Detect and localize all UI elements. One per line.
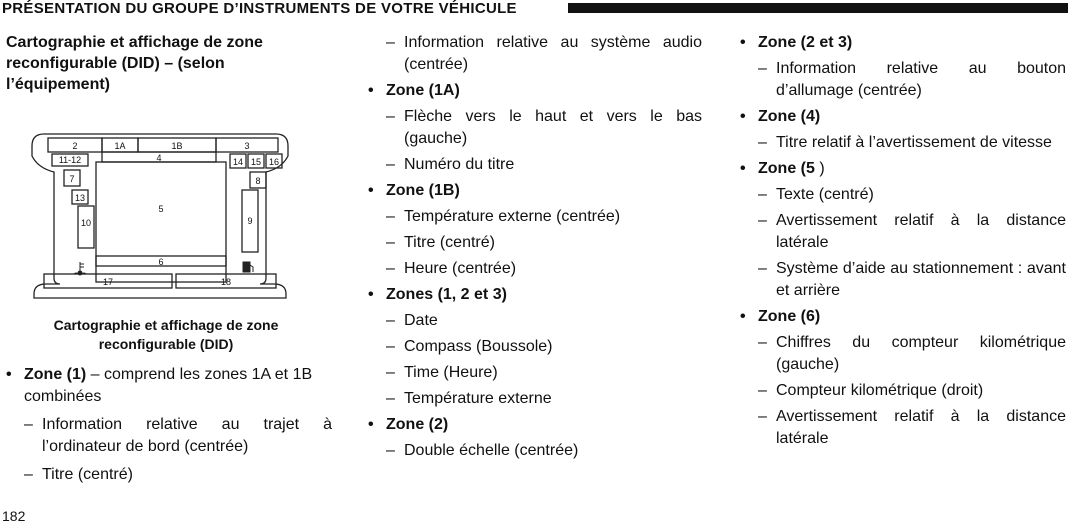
zone-label: 7 (69, 174, 75, 184)
zone-label: 2 (72, 141, 78, 151)
list-subitem: – Information relative au trajet à l’ordinateur de bord (centrée) (24, 416, 332, 455)
column-3 (740, 32, 1066, 454)
zone-label: 4 (156, 153, 162, 163)
zone-label: 16 (268, 157, 280, 167)
list-subitem: – Chiffres du compteur kilométrique (gauche) (758, 334, 1066, 373)
zone-label: 8 (255, 176, 261, 186)
column-2 (368, 32, 702, 466)
list-subitem: – Double échelle (centrée) (386, 442, 579, 459)
bullet-dot: • (6, 366, 12, 383)
list-subitem: – Avertissement relatif à la distance latérale (758, 212, 1066, 251)
zone-label: 5 (158, 204, 164, 214)
zone-label: 1B (171, 141, 183, 151)
list-subitem: – Compass (Boussole) (386, 338, 553, 355)
zone-label: 14 (232, 157, 244, 167)
zone-label: 9 (247, 216, 253, 226)
header-title: PRÉSENTATION DU GROUPE D’INSTRUMENTS DE VOTRE VÉHICULE (2, 0, 529, 17)
list-item (6, 364, 332, 408)
list-subitem: – Date (386, 312, 438, 329)
zone-label: 10 (80, 218, 92, 228)
list-item: • Zone (5 ) (740, 160, 825, 177)
zone-label: 18 (220, 277, 232, 287)
list-item: • Zone (6) (740, 308, 821, 325)
list-subitem: – Température externe (centrée) (386, 208, 621, 225)
page-number: 182 (2, 508, 26, 524)
list-item: • Zone (1B) (368, 182, 460, 199)
list-subitem: – Avertissement relatif à la distance latérale (758, 408, 1066, 447)
column-1 (6, 32, 332, 95)
header-bar (568, 3, 1068, 13)
temperature-icon (74, 262, 86, 275)
zone-label: 11-12 (58, 155, 82, 165)
fuel-pump-icon (243, 262, 253, 272)
diagram-caption: Cartographie et affichage de zone reconfigurable (DID) (53, 317, 279, 352)
column-1-list (6, 364, 332, 492)
list-subitem: – Température externe (386, 390, 552, 407)
list-subitem: – Flèche vers le haut et vers le bas (gauche) (386, 108, 702, 147)
zone-label: 13 (74, 193, 86, 203)
list-subitem: – Titre relatif à l’avertissement de vitesse (758, 134, 1052, 151)
list-subitem: – Time (Heure) (386, 364, 498, 381)
list-subitem: – Information relative au système audio (centrée) (386, 34, 702, 73)
list-item: • Zone (2) (368, 416, 449, 433)
zone-label: 17 (102, 277, 114, 287)
list-subitem: – Texte (centré) (758, 186, 874, 203)
section-heading: Cartographie et affichage de zone reconfigurable (DID) – (selon l’équipement) (6, 34, 263, 93)
zone-label: 1A (114, 141, 126, 151)
list-subitem: – Compteur kilométrique (droit) (758, 382, 984, 399)
zone-description: – comprend les zones 1A et 1B combinées (24, 366, 313, 405)
list-subitem: – Information relative au bouton d’allumage (centrée) (758, 60, 1066, 99)
did-zone-diagram (30, 128, 290, 300)
zone-label: Zone (1) (24, 366, 87, 383)
zone-label: 3 (244, 141, 250, 151)
list-item: • Zone (1A) (368, 82, 460, 99)
list-subitem: – Numéro du titre (386, 156, 515, 173)
list-subitem: – Titre (centré) (386, 234, 495, 251)
zone-label: 15 (250, 157, 262, 167)
list-item: • Zone (4) (740, 108, 821, 125)
list-item: • Zone (2 et 3) (740, 34, 853, 51)
page-header (0, 0, 1068, 22)
zone-label: 6 (158, 257, 164, 267)
list-item: • Zones (1, 2 et 3) (368, 286, 507, 303)
list-subitem: – Titre (centré) (24, 466, 133, 483)
list-subitem: – Système d’aide au stationnement : avant et arrière (758, 260, 1066, 299)
list-subitem: – Heure (centrée) (386, 260, 517, 277)
